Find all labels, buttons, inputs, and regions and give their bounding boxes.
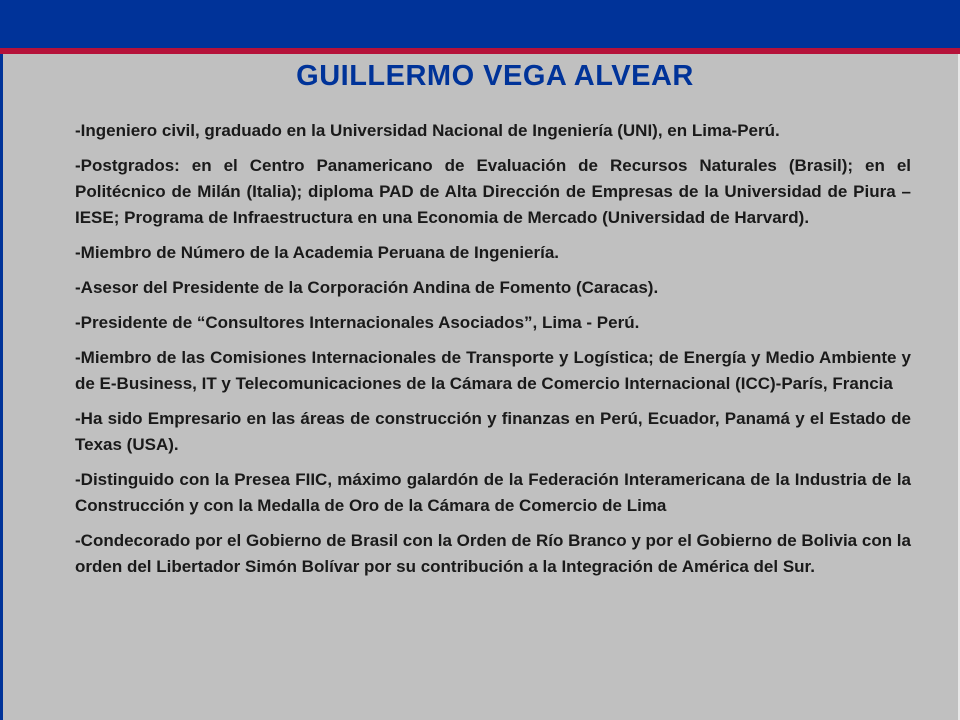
left-border: [0, 54, 3, 720]
bio-paragraph: -Miembro de Número de la Academia Peruana de Ingeniería.: [75, 243, 560, 262]
bio-paragraph: -Ha sido Empresario en las áreas de construcción y finanzas en Perú, Ecuador, Panamá y el Estado de Texas (USA).: [75, 409, 911, 454]
bio-text: [75, 118, 911, 589]
bio-paragraph: -Ingeniero civil, graduado en la Universidad Nacional de Ingeniería (UNI), en Lima-Perú.: [75, 121, 780, 140]
bio-paragraph: -Postgrados: en el Centro Panamericano de Evaluación de Recursos Naturales (Brasil); en el Politécnico de Milán (Italia); diploma PAD de Alta Dirección de Empresas de la Universidad de Piura – IESE; Programa de Infraestructura en una Economia de Mercado (Universidad de Harvard).: [75, 156, 911, 227]
bio-paragraph: -Miembro de las Comisiones Internacionales de Transporte y Logística; de Energía y Medio Ambiente y de E-Business, IT y Telecomunicaciones de la Cámara de Comercio Internacional (ICC)-París, Francia: [75, 348, 911, 393]
header-stripe: [0, 48, 960, 54]
bio-paragraph: -Presidente de “Consultores Internacionales Asociados”, Lima - Perú.: [75, 313, 640, 332]
bio-paragraph: -Asesor del Presidente de la Corporación Andina de Fomento (Caracas).: [75, 278, 659, 297]
bio-paragraph: -Condecorado por el Gobierno de Brasil con la Orden de Río Branco y por el Gobierno de Bolivia con la orden del Libertador Simón Bolívar por su contribución a la Integración de América del Sur.: [75, 531, 911, 576]
bio-paragraph: -Distinguido con la Presea FIIC, máximo galardón de la Federación Interamericana de la Industria de la Construcción y con la Medalla de Oro de la Cámara de Comercio de Lima: [75, 470, 911, 515]
header-band: [0, 0, 960, 48]
slide-title: GUILLERMO VEGA ALVEAR: [296, 60, 694, 92]
